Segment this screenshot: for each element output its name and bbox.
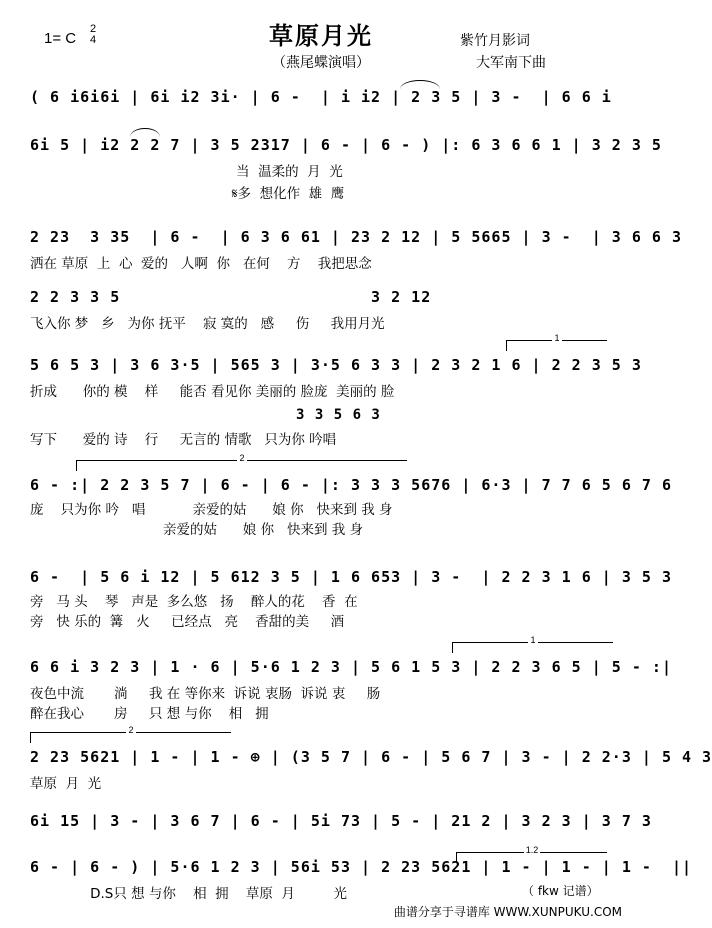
music-line-7: 6 - | 5 6 i 12 | 5 612 3 5 | 1 6 653 | 3 - | 2 2 3 1 6 | 3 5 3	[30, 568, 672, 586]
lyrics-line-11: D.S只 想 与你 相 拥 草原 月 光	[30, 886, 348, 902]
song-title: 草原月光	[269, 22, 373, 50]
lyrics-line-4: 飞入你 梦 乡 为你 抚平 寂 寞的 感 伤 我用月光	[30, 316, 385, 332]
music-line-1: ( 6 i6i6i | 6i i2 3i· | 6 - | i i2 | 2 3 5 | 3 - | 6 6 i	[30, 88, 612, 106]
music-line-6: 6 - :| 2 2 3 5 7 | 6 - | 6 - |: 3 3 3 5676 | 6·3 | 7 7 6 5 6 7 6	[30, 476, 672, 494]
lyrics-line-6b: 亲爱的姑 娘 你 快来到 我 身	[30, 522, 364, 538]
slur	[400, 80, 440, 89]
key-signature: 1= C	[44, 30, 77, 47]
site-watermark: 曲谱分享于寻谱库 WWW.XUNPUKU.COM	[393, 905, 622, 919]
lyricist-credit: 紫竹月影词	[460, 33, 530, 49]
performer-subtitle: （燕尾蝶演唱）	[272, 55, 370, 71]
lyrics-line-7b: 旁 快 乐的 篝 火 已经点 亮 香甜的美 酒	[30, 614, 345, 630]
lyrics-line-8b: 醉在我心 房 只 想 与你 相 拥	[30, 706, 269, 722]
music-line-3: 2 23 3 35 | 6 - | 6 3 6 61 | 23 2 12 | 5 5665 | 3 - | 3 6 6 3	[30, 228, 682, 246]
music-line-11: 6 - | 6 - ) | 5·6 1 2 3 | 56i 53 | 2 23 5621 | 1 - | 1 - | 1 - ||	[30, 858, 693, 876]
music-line-5-alt: 3 3 5 6 3	[296, 407, 381, 423]
music-line-4: 2 2 3 3 5 3 2 12	[30, 288, 432, 306]
lyrics-line-8a: 夜色中流 淌 我 在 等你来 诉说 衷肠 诉说 衷 肠	[30, 686, 381, 702]
music-line-8: 6 6 i 3 2 3 | 1 · 6 | 5·6 1 2 3 | 5 6 1 5 3 | 2 2 3 6 5 | 5 - :|	[30, 658, 672, 676]
volta-bracket: 1	[452, 642, 613, 653]
lyrics-line-5a: 折成 你的 模 样 能否 看见你 美丽的 脸庞 美丽的 脸	[30, 384, 395, 400]
lyrics-line-2b: 𝄋多 想化作 雄 鹰	[30, 186, 345, 202]
time-bottom: 4	[90, 34, 97, 46]
music-line-5: 5 6 5 3 | 3 6 3·5 | 565 3 | 3·5 6 3 3 | 2 3 2 1 6 | 2 2 3 5 3	[30, 356, 642, 374]
lyrics-line-5b: 写下 爱的 诗 行 无言的 情歌 只为你 吟唱	[30, 432, 337, 448]
music-line-9: 2 23 5621 | 1 - | 1 - ⊕ | (3 5 7 | 6 - | 5 6 7 | 3 - | 2 2·3 | 5 4 3	[30, 748, 712, 766]
volta-bracket: 2	[30, 732, 231, 743]
lyrics-line-3: 洒在 草原 上 心 爱的 人啊 你 在何 方 我把思念	[30, 256, 372, 272]
music-line-2: 6i 5 | i2 2 2 7 | 3 5 2317 | 6 - | 6 - ) |: 6 3 6 6 1 | 3 2 3 5	[30, 136, 662, 154]
slur	[130, 128, 160, 137]
lyrics-line-7a: 旁 马 头 琴 声是 多么悠 扬 醉人的花 香 在	[30, 594, 358, 610]
lyrics-line-2a: 当 温柔的 月 光	[30, 164, 343, 180]
volta-bracket: 2	[76, 460, 407, 471]
transcriber-credit: （ fkw 记谱）	[522, 884, 599, 898]
music-line-10: 6i 15 | 3 - | 3 6 7 | 6 - | 5i 73 | 5 - | 21 2 | 3 2 3 | 3 7 3	[30, 812, 652, 830]
composer-credit: 大军南下曲	[476, 55, 546, 71]
time-top: 2	[90, 23, 97, 35]
lyrics-line-9: 草原 月 光	[30, 776, 102, 792]
lyrics-line-6a: 庞 只为你 吟 唱 亲爱的姑 娘 你 快来到 我 身	[30, 502, 393, 518]
volta-bracket: 1	[506, 340, 607, 351]
volta-bracket: 1.2	[456, 852, 607, 863]
